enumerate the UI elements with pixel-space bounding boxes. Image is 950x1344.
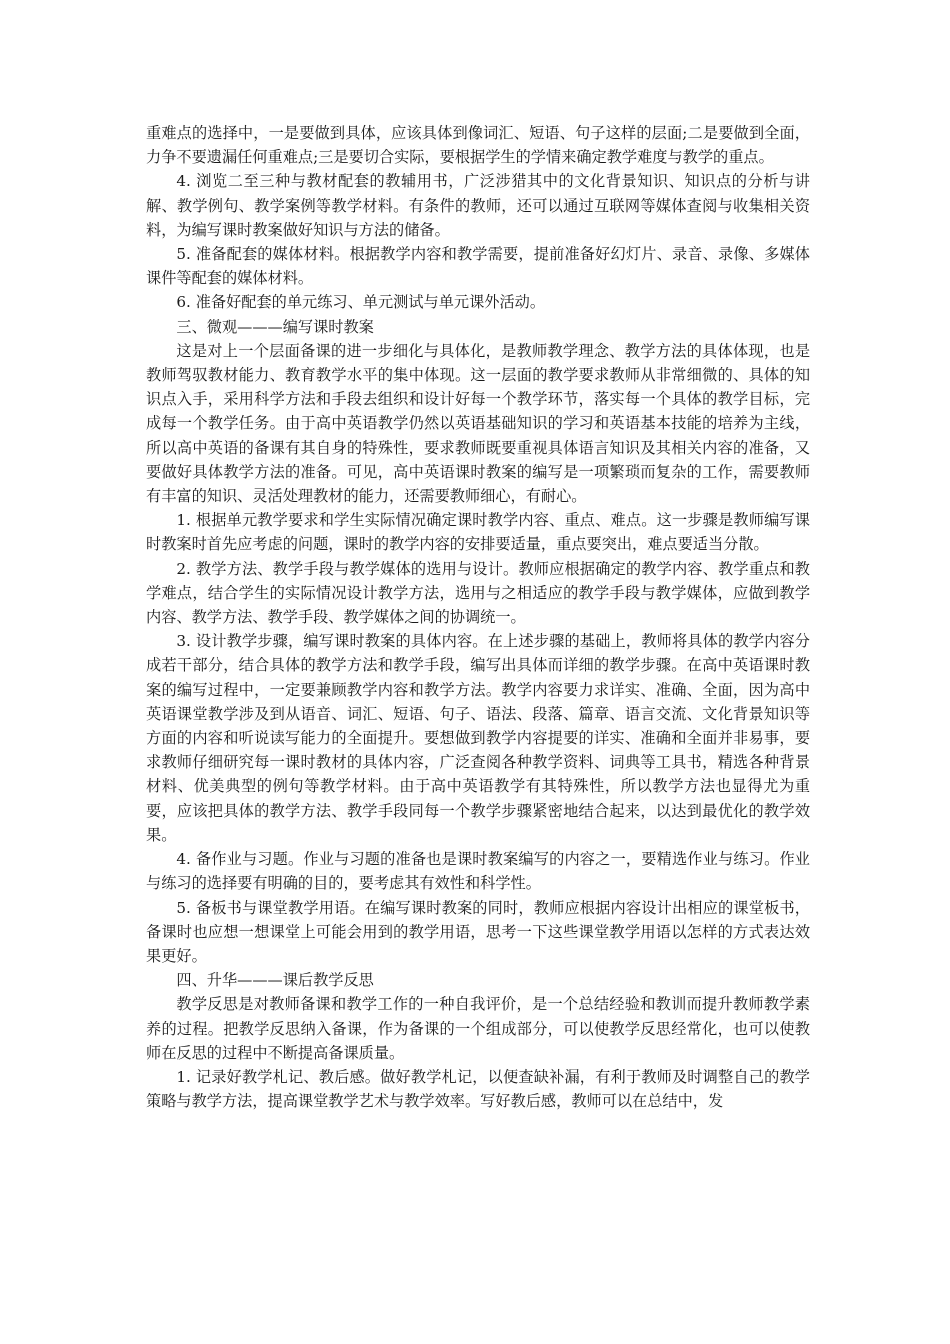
- paragraph-13: 教学反思是对教师备课和教学工作的一种自我评价，是一个总结经验和教训而提升教师教学素养的过程。把教学反思纳入备课，作为备课的一个组成部分，可以使教学反思经常化，也可以使教师在反思的过程中不断提高备课质量。: [146, 995, 810, 1062]
- paragraph-4: 6. 准备好配套的单元练习、单元测试与单元课外活动。: [176, 293, 546, 312]
- paragraph-8: 2. 教学方法、教学手段与教学媒体的选用与设计。教师应根据确定的教学内容、教学重点和教学难点，结合学生的实际情况设计教学方法，选用与之相适应的教学手段与教学媒体，应做到教学内容、教学方法、教学手段、教学媒体之间的协调统一。: [146, 559, 810, 627]
- paragraph-10: 4. 备作业与习题。作业与习题的准备也是课时教案编写的内容之一，要精选作业与练习。作业与练习的选择要有明确的目的，要考虑其有效性和科学性。: [146, 850, 810, 893]
- paragraph-14: 1. 记录好教学札记、教后感。做好教学札记，以便查缺补漏，有利于教师及时调整自己的教学策略与教学方法，提高课堂教学艺术与教学效率。写好教后感，教师可以在总结中，发: [146, 1067, 810, 1111]
- section-heading-3: 三、微观———编写课时教案: [176, 317, 374, 336]
- paragraph-1: 重难点的选择中，一是要做到具体，应该具体到像词汇、短语、句子这样的层面;二是要做到全面，力争不要遗漏任何重难点;三是要切合实际，要根据学生的学情来确定教学难度与教学的重点。: [146, 124, 810, 167]
- section-heading-4: 四、升华———课后教学反思: [176, 971, 374, 990]
- paragraph-6: 这是对上一个层面备课的进一步细化与具体化，是教师教学理念、教学方法的具体体现，也是教师驾驭教材能力、教育教学水平的集中体现。这一层面的教学要求教师从非常细微的、具体的知识点入手，采用科学方法和手段去组织和设计好每一个教学环节，落实每一个具体的教学目标，完成每一个教学任务。由于高中英语教学仍然以英语基础知识的学习和英语基本技能的培养为主线，所以高中英语的备课有其自身的特殊性，要求教师既要重视具体语言知识及其相关内容的准备，又要做好具体教学方法的准备。可见，高中英语课时教案的编写是一项繁琐而复杂的工作，需要教师有丰富的知识、灵活处理教材的能力，还需要教师细心，有耐心。: [146, 341, 810, 506]
- paragraph-3: 5. 准备配套的媒体材料。根据教学内容和教学需要，提前准备好幻灯片、录音、录像、多媒体课件等配套的媒体材料。: [146, 245, 810, 288]
- paragraph-7: 1. 根据单元教学要求和学生实际情况确定课时教学内容、重点、难点。这一步骤是教师编写课时教案时首先应考虑的问题，课时的教学内容的安排要适量，重点要突出，难点要适当分散。: [146, 511, 810, 554]
- paragraph-9: 3. 设计教学步骤，编写课时教案的具体内容。在上述步骤的基础上，教师将具体的教学内容分成若干部分，结合具体的教学方法和教学手段，编写出具体而详细的教学步骤。在高中英语课时教案的编写过程中，一定要兼顾教学内容和教学方法。教学内容要力求详实、准确、全面，因为高中英语课堂教学涉及到从语音、词汇、短语、句子、语法、段落、篇章、语言交流、文化背景知识等方面的内容和听说读写能力的全面提升。要想做到教学内容提要的详实、准确和全面并非易事，要求教师仔细研究每一课时教材的具体内容，广泛查阅各种教学资料、词典等工具书，精选各种背景材料、优美典型的例句等教学材料。由于高中英语教学有其特殊性，所以教学方法也显得尤为重要，应该把具体的教学方法、教学手段同每一个教学步骤紧密地结合起来，以达到最优化的教学效果。: [146, 632, 810, 844]
- paragraph-2: 4. 浏览二至三种与教材配套的教辅用书，广泛涉猎其中的文化背景知识、知识点的分析与讲解、教学例句、教学案例等教学材料。有条件的教师，还可以通过互联网等媒体查阅与收集相关资料，为编写课时教案做好知识与方法的储备。: [146, 172, 810, 239]
- document-body: [146, 121, 810, 1113]
- paragraph-11: 5. 备板书与课堂教学用语。在编写课时教案的同时，教师应根据内容设计出相应的课堂板书，备课时也应想一想课堂上可能会用到的教学用语，思考一下这些课堂教学用语以怎样的方式表达效果更好。: [146, 898, 810, 965]
